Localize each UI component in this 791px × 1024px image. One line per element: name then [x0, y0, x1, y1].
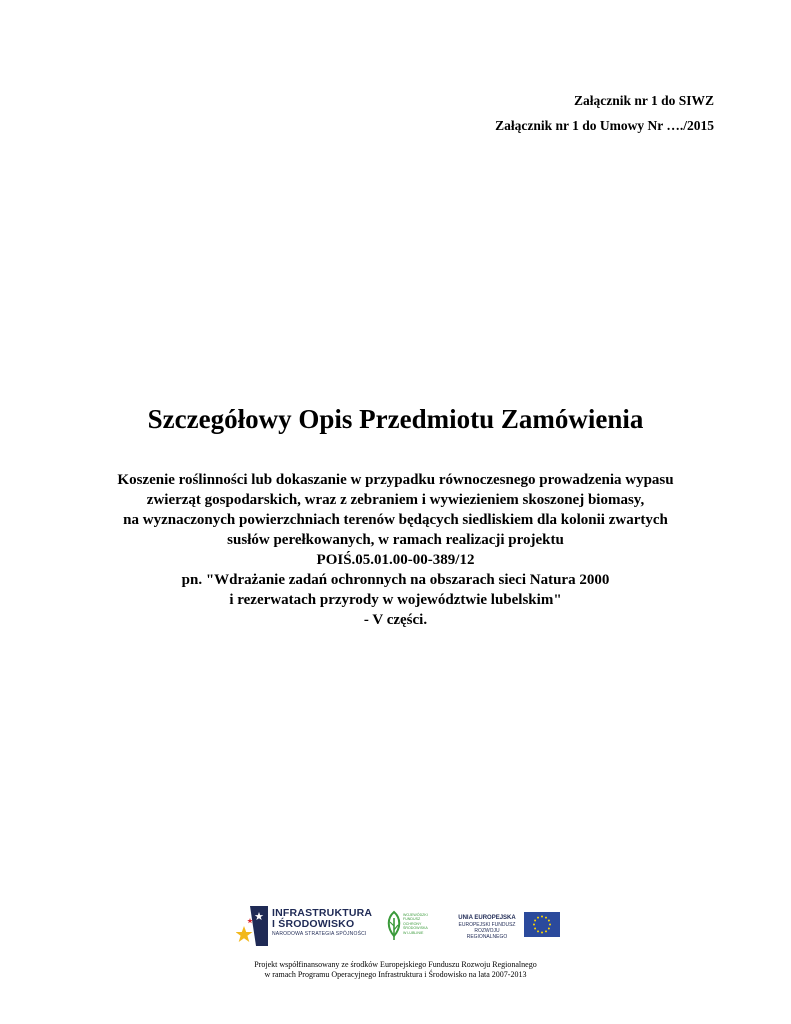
description-line: zwierząt gospodarskich, wraz z zebraniem i wywiezieniem skoszonej biomasy, — [146, 492, 645, 508]
co-financing-footer — [0, 960, 791, 980]
leaf-icon — [386, 910, 402, 942]
logo-text: INFRASTRUKTURA — [272, 907, 373, 919]
eu-logo — [454, 912, 556, 938]
logo-tagline: NARODOWA STRATEGIA SPÓJNOŚCI — [272, 931, 367, 937]
description-line: i rezerwatach przyrody w województwie lubelskim" — [229, 592, 562, 608]
eu-flag-icon — [524, 912, 560, 937]
project-number: POIŚ.05.01.00-00-389/12 — [316, 552, 475, 568]
document-title: Szczegółowy Opis Przedmiotu Zamówienia — [147, 404, 644, 434]
infrastructure-emblem-icon — [236, 906, 270, 946]
annex-contract-label: Załącznik nr 1 do Umowy Nr …./2015 — [495, 118, 714, 133]
footer-line: Projekt współfinansowany ze środków Europejskiego Funduszu Rozwoju Regionalnego — [254, 960, 537, 969]
description-line: Koszenie roślinności lub dokaszanie w przypadku równoczesnego prowadzenia wypasu — [117, 472, 674, 488]
logo-text: ŚRODOWISKA — [403, 926, 428, 931]
description-line: na wyznaczonych powierzchniach terenów będących siedliskiem dla kolonii zwartych — [123, 512, 668, 528]
description-block — [0, 470, 791, 630]
environmental-fund-logo — [386, 910, 434, 944]
logo-text: OCHRONY — [403, 921, 422, 926]
description-line: susłów perełkowanych, w ramach realizacji projektu — [227, 532, 564, 548]
logo-text: I ŚRODOWISKO — [272, 918, 355, 930]
description-line: pn. "Wdrażanie zadań ochronnych na obszarach sieci Natura 2000 — [181, 572, 610, 588]
logo-text: WOJEWÓDZKI — [403, 913, 428, 917]
logo-text: FUNDUSZ — [403, 917, 421, 922]
logo-text: UNIA EUROPEJSKA — [458, 915, 516, 921]
logo-text: W LUBLINIE — [403, 930, 424, 935]
funding-logos — [236, 906, 556, 948]
annex-siwz-label: Załącznik nr 1 do SIWZ — [573, 93, 714, 108]
infrastructure-environment-logo — [236, 906, 376, 946]
logo-text: ROZWOJU REGIONALNEGO — [466, 928, 508, 940]
logo-text: EUROPEJSKI FUNDUSZ — [458, 922, 516, 928]
part-label: - V części. — [363, 612, 428, 628]
footer-line: w ramach Programu Operacyjnego Infrastruktura i Środowisko na lata 2007-2013 — [264, 970, 527, 979]
